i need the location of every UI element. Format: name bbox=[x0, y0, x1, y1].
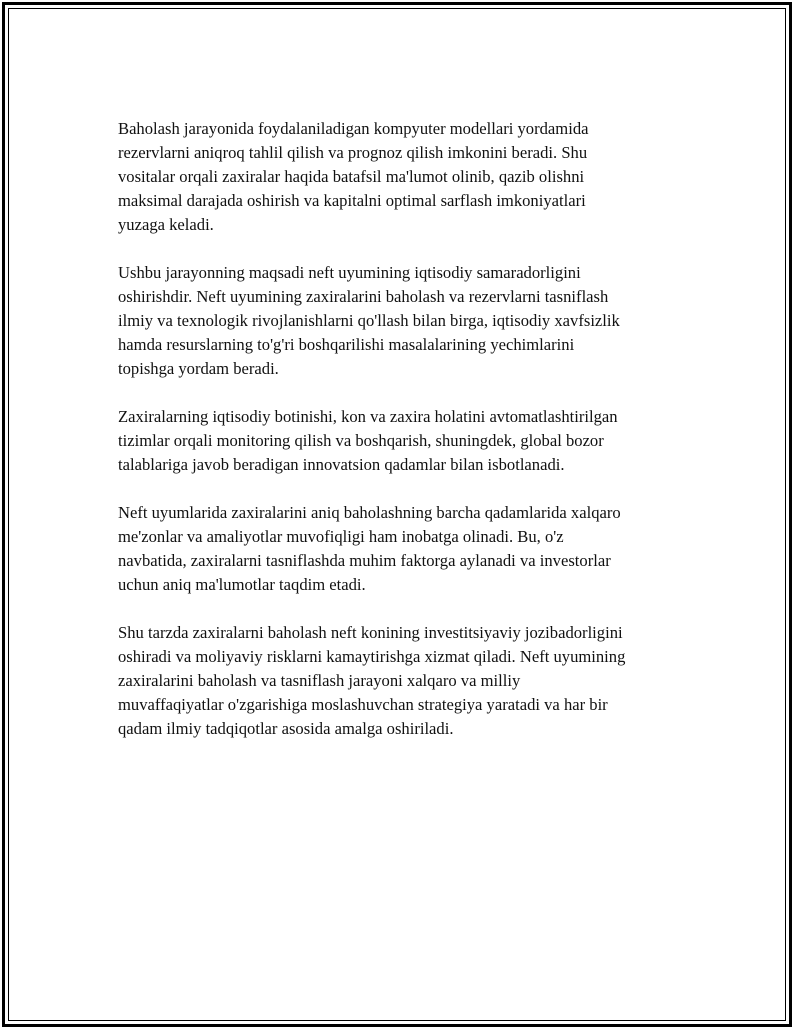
text-line: Neft uyumlarida zaxiralarini aniq baholashning barcha qadamlarida xalqaro bbox=[118, 503, 621, 522]
text-line: muvaffaqiyatlar o'zgarishiga moslashuvchan strategiya yaratadi va har bir bbox=[118, 695, 608, 714]
text-line: rezervlarni aniqroq tahlil qilish va prognoz qilish imkonini beradi. Shu bbox=[118, 143, 588, 162]
text-line: Baholash jarayonida foydalaniladigan kompyuter modellari yordamida bbox=[118, 119, 589, 138]
paragraph-3 bbox=[118, 405, 678, 477]
paragraph-4 bbox=[118, 501, 678, 597]
text-line: Zaxiralarning iqtisodiy botinishi, kon va zaxira holatini avtomatlashtirilgan bbox=[118, 407, 618, 426]
text-line: topishga yordam beradi. bbox=[118, 359, 279, 378]
text-line: maksimal darajada oshirish va kapitalni optimal sarflash imkoniyatlari bbox=[118, 191, 586, 210]
text-line: tizimlar orqali monitoring qilish va boshqarish, shuningdek, global bozor bbox=[118, 431, 604, 450]
text-line: qadam ilmiy tadqiqotlar asosida amalga oshiriladi. bbox=[118, 719, 454, 738]
text-line: yuzaga keladi. bbox=[118, 215, 214, 234]
text-line: oshirishdir. Neft uyumining zaxiralarini baholash va rezervlarni tasniflash bbox=[118, 287, 609, 306]
text-line: Ushbu jarayonning maqsadi neft uyumining iqtisodiy samaradorligini bbox=[118, 263, 581, 282]
text-line: vositalar orqali zaxiralar haqida batafsil ma'lumot olinib, qazib olishni bbox=[118, 167, 585, 186]
document-body bbox=[118, 117, 678, 765]
text-line: ilmiy va texnologik rivojlanishlarni qo'llash bilan birga, iqtisodiy xavfsizlik bbox=[118, 311, 620, 330]
text-line: hamda resurslarning to'g'ri boshqarilishi masalalarining yechimlarini bbox=[118, 335, 575, 354]
paragraph-2 bbox=[118, 261, 678, 381]
text-line: navbatida, zaxiralarni tasniflashda muhim faktorga aylanadi va investorlar bbox=[118, 551, 611, 570]
text-line: talablariga javob beradigan innovatsion qadamlar bilan isbotlanadi. bbox=[118, 455, 565, 474]
text-line: me'zonlar va amaliyotlar muvofiqligi ham inobatga olinadi. Bu, o'z bbox=[118, 527, 564, 546]
text-line: uchun aniq ma'lumotlar taqdim etadi. bbox=[118, 575, 366, 594]
paragraph-1 bbox=[118, 117, 678, 237]
text-line: zaxiralarini baholash va tasniflash jarayoni xalqaro va milliy bbox=[118, 671, 521, 690]
paragraph-5 bbox=[118, 621, 678, 741]
text-line: oshiradi va moliyaviy risklarni kamaytirishga xizmat qiladi. Neft uyumining bbox=[118, 647, 626, 666]
text-line: Shu tarzda zaxiralarni baholash neft konining investitsiyaviy jozibadorligini bbox=[118, 623, 623, 642]
